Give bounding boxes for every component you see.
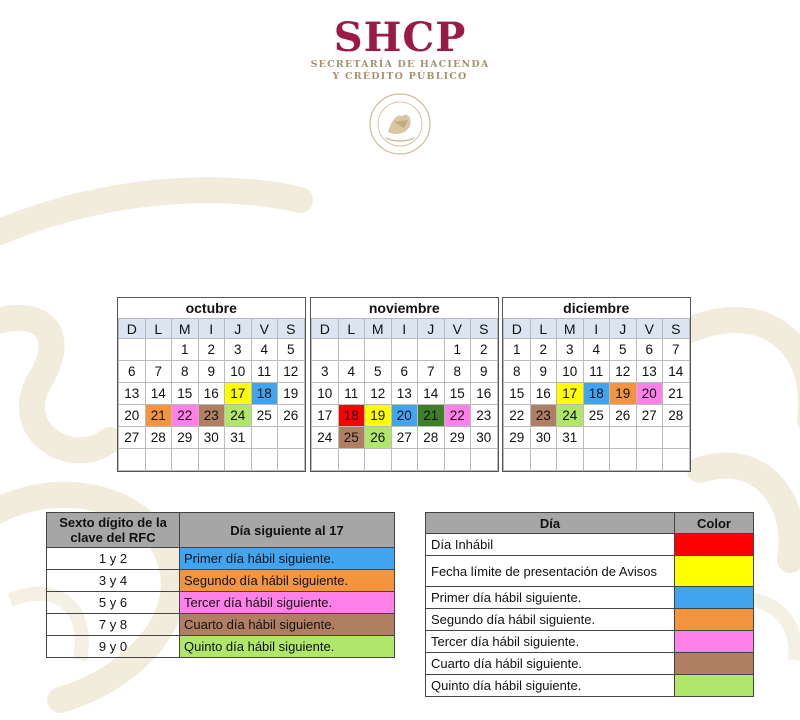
calendar-day: 23 [530, 405, 557, 427]
weekday-header: J [610, 319, 637, 339]
rfc-day-label: Tercer día hábil siguiente. [180, 592, 395, 614]
calendar-day: 9 [471, 361, 498, 383]
calendar-day [663, 449, 690, 471]
calendar-day [391, 339, 418, 361]
calendar-day: 1 [172, 339, 199, 361]
calendar-day: 19 [365, 405, 392, 427]
calendar-day: 15 [172, 383, 199, 405]
legend-label: Quinto día hábil siguiente. [426, 675, 675, 697]
calendar-day: 3 [557, 339, 584, 361]
rfc-digits: 1 y 2 [47, 548, 180, 570]
calendar-day: 22 [504, 405, 531, 427]
logo-title: SHCP [333, 14, 467, 61]
weekday-header: I [583, 319, 610, 339]
calendar-day [278, 449, 305, 471]
calendar-day: 30 [471, 427, 498, 449]
calendar-day: 30 [530, 427, 557, 449]
calendar-day: 24 [557, 405, 584, 427]
calendar-day: 27 [636, 405, 663, 427]
calendar-day: 14 [145, 383, 172, 405]
calendar-day: 19 [278, 383, 305, 405]
calendar-day: 31 [557, 427, 584, 449]
calendar-day: 18 [338, 405, 365, 427]
calendar-day: 14 [663, 361, 690, 383]
calendar-day [338, 339, 365, 361]
calendar-day: 26 [365, 427, 392, 449]
rfc-digit-table [46, 512, 395, 658]
calendar-day: 25 [251, 405, 278, 427]
weekday-header: S [663, 319, 690, 339]
logo-subtitle-line2: Y CRÉDITO PÚBLICO [332, 71, 468, 82]
calendar-day: 17 [225, 383, 252, 405]
legend-color-swatch [675, 675, 754, 697]
legend-color-swatch [675, 631, 754, 653]
calendar-day: 3 [225, 339, 252, 361]
calendar-day [636, 449, 663, 471]
calendar-day: 31 [225, 427, 252, 449]
legend-color-swatch [675, 653, 754, 675]
calendar-month-title: octubre [119, 298, 305, 319]
calendar-day: 26 [278, 405, 305, 427]
calendar-day: 13 [636, 361, 663, 383]
rfc-digits: 3 y 4 [47, 570, 180, 592]
calendar-day: 30 [198, 427, 225, 449]
calendar-day: 24 [312, 427, 339, 449]
weekday-header: S [471, 319, 498, 339]
calendar-day: 15 [444, 383, 471, 405]
rfc-digits: 5 y 6 [47, 592, 180, 614]
calendar-day: 4 [251, 339, 278, 361]
calendar-day [530, 449, 557, 471]
weekday-header: L [145, 319, 172, 339]
calendar-day: 23 [198, 405, 225, 427]
weekday-header: J [225, 319, 252, 339]
calendar-day: 20 [119, 405, 146, 427]
calendar-day: 6 [119, 361, 146, 383]
weekday-header: D [504, 319, 531, 339]
calendar-day [636, 427, 663, 449]
weekday-header: V [636, 319, 663, 339]
calendar-day [119, 449, 146, 471]
calendar-day: 24 [225, 405, 252, 427]
calendar-day [145, 339, 172, 361]
calendar-day: 16 [530, 383, 557, 405]
calendar-day: 4 [338, 361, 365, 383]
calendar-day: 9 [530, 361, 557, 383]
calendar-day: 15 [504, 383, 531, 405]
calendar-day: 2 [471, 339, 498, 361]
calendar-noviembre [310, 297, 499, 472]
national-seal-icon [368, 92, 432, 156]
calendar-day: 16 [198, 383, 225, 405]
calendar-day [583, 449, 610, 471]
calendar-day [610, 449, 637, 471]
calendar-day: 12 [278, 361, 305, 383]
calendar-day [365, 339, 392, 361]
calendar-day: 29 [504, 427, 531, 449]
calendar-day [278, 427, 305, 449]
calendar-day: 29 [444, 427, 471, 449]
rfc-day-label: Segundo día hábil siguiente. [180, 570, 395, 592]
weekday-header: V [444, 319, 471, 339]
calendar-day [471, 449, 498, 471]
calendar-day: 6 [636, 339, 663, 361]
calendar-day: 5 [610, 339, 637, 361]
calendar-day: 13 [391, 383, 418, 405]
legend-label: Segundo día hábil siguiente. [426, 609, 675, 631]
weekday-header: J [418, 319, 445, 339]
calendar-day: 13 [119, 383, 146, 405]
calendar-day: 27 [119, 427, 146, 449]
weekday-header: M [365, 319, 392, 339]
weekday-header: M [172, 319, 199, 339]
weekday-header: L [338, 319, 365, 339]
calendar-day [583, 427, 610, 449]
calendar-day: 8 [444, 361, 471, 383]
calendar-day: 10 [312, 383, 339, 405]
calendar-day: 17 [312, 405, 339, 427]
calendar-day [610, 427, 637, 449]
calendar-day: 27 [391, 427, 418, 449]
calendar-day [172, 449, 199, 471]
weekday-header: L [530, 319, 557, 339]
calendar-day: 2 [198, 339, 225, 361]
weekday-header: I [198, 319, 225, 339]
calendar-day: 22 [444, 405, 471, 427]
legend-label: Primer día hábil siguiente. [426, 587, 675, 609]
calendar-day [338, 449, 365, 471]
calendar-diciembre [502, 297, 691, 472]
calendar-day: 25 [583, 405, 610, 427]
calendar-day: 12 [610, 361, 637, 383]
legend-color-swatch [675, 609, 754, 631]
rfc-header-digit: Sexto dígito de la clave del RFC [47, 513, 180, 548]
calendar-day: 7 [663, 339, 690, 361]
calendar-octubre [117, 297, 306, 472]
calendar-day: 11 [251, 361, 278, 383]
legend-color-swatch [675, 587, 754, 609]
calendar-day: 17 [557, 383, 584, 405]
legend-label: Cuarto día hábil siguiente. [426, 653, 675, 675]
logo-subtitle-line1: SECRETARÍA DE HACIENDA [310, 59, 490, 70]
calendar-day: 21 [663, 383, 690, 405]
rfc-digits: 7 y 8 [47, 614, 180, 636]
calendar-day: 20 [636, 383, 663, 405]
calendar-day: 8 [172, 361, 199, 383]
calendar-day: 12 [365, 383, 392, 405]
calendar-day [251, 427, 278, 449]
calendar-month-title: diciembre [504, 298, 690, 319]
calendar-day [557, 449, 584, 471]
calendar-day: 23 [471, 405, 498, 427]
rfc-day-label: Quinto día hábil siguiente. [180, 636, 395, 658]
weekday-header: S [278, 319, 305, 339]
calendar-month-title: noviembre [312, 298, 498, 319]
legend-header-color: Color [675, 513, 754, 534]
calendar-day: 7 [145, 361, 172, 383]
calendar-day: 1 [504, 339, 531, 361]
rfc-digits: 9 y 0 [47, 636, 180, 658]
calendar-day: 6 [391, 361, 418, 383]
legend-label: Fecha límite de presentación de Avisos [426, 556, 675, 587]
calendar-day: 18 [251, 383, 278, 405]
legend-label: Día Inhábil [426, 534, 675, 556]
calendar-day: 3 [312, 361, 339, 383]
calendar-day: 14 [418, 383, 445, 405]
calendar-day: 5 [278, 339, 305, 361]
rfc-day-label: Cuarto día hábil siguiente. [180, 614, 395, 636]
calendar-day [198, 449, 225, 471]
calendar-day [312, 449, 339, 471]
calendar-day [663, 427, 690, 449]
calendar-day [312, 339, 339, 361]
color-legend-table [425, 512, 754, 697]
calendar-day: 26 [610, 405, 637, 427]
rfc-day-label: Primer día hábil siguiente. [180, 548, 395, 570]
calendar-day: 10 [225, 361, 252, 383]
calendar-day: 9 [198, 361, 225, 383]
calendar-day [145, 449, 172, 471]
weekday-header: M [557, 319, 584, 339]
calendar-day: 29 [172, 427, 199, 449]
calendar-day: 2 [530, 339, 557, 361]
calendar-day: 5 [365, 361, 392, 383]
calendar-day: 10 [557, 361, 584, 383]
calendar-day [251, 449, 278, 471]
calendar-day [365, 449, 392, 471]
calendar-day: 11 [583, 361, 610, 383]
calendar-day: 28 [418, 427, 445, 449]
calendar-day: 25 [338, 427, 365, 449]
calendar-day: 22 [172, 405, 199, 427]
calendar-day: 21 [418, 405, 445, 427]
calendar-day: 1 [444, 339, 471, 361]
calendar-day: 20 [391, 405, 418, 427]
calendar-day: 4 [583, 339, 610, 361]
calendar-day [391, 449, 418, 471]
calendar-day: 21 [145, 405, 172, 427]
legend-color-swatch [675, 534, 754, 556]
calendar-day: 7 [418, 361, 445, 383]
calendar-day: 11 [338, 383, 365, 405]
rfc-header-day: Día siguiente al 17 [180, 513, 395, 548]
calendar-day [444, 449, 471, 471]
calendar-day: 8 [504, 361, 531, 383]
calendar-day [504, 449, 531, 471]
legend-label: Tercer día hábil siguiente. [426, 631, 675, 653]
weekday-header: D [119, 319, 146, 339]
calendar-day: 18 [583, 383, 610, 405]
legend-color-swatch [675, 556, 754, 587]
weekday-header: D [312, 319, 339, 339]
calendar-day [119, 339, 146, 361]
calendar-day [418, 449, 445, 471]
calendar-day [225, 449, 252, 471]
legend-header-day: Día [426, 513, 675, 534]
weekday-header: I [391, 319, 418, 339]
calendar-day: 19 [610, 383, 637, 405]
calendar-day: 28 [145, 427, 172, 449]
calendar-day: 16 [471, 383, 498, 405]
weekday-header: V [251, 319, 278, 339]
calendar-day [418, 339, 445, 361]
calendar-day: 28 [663, 405, 690, 427]
